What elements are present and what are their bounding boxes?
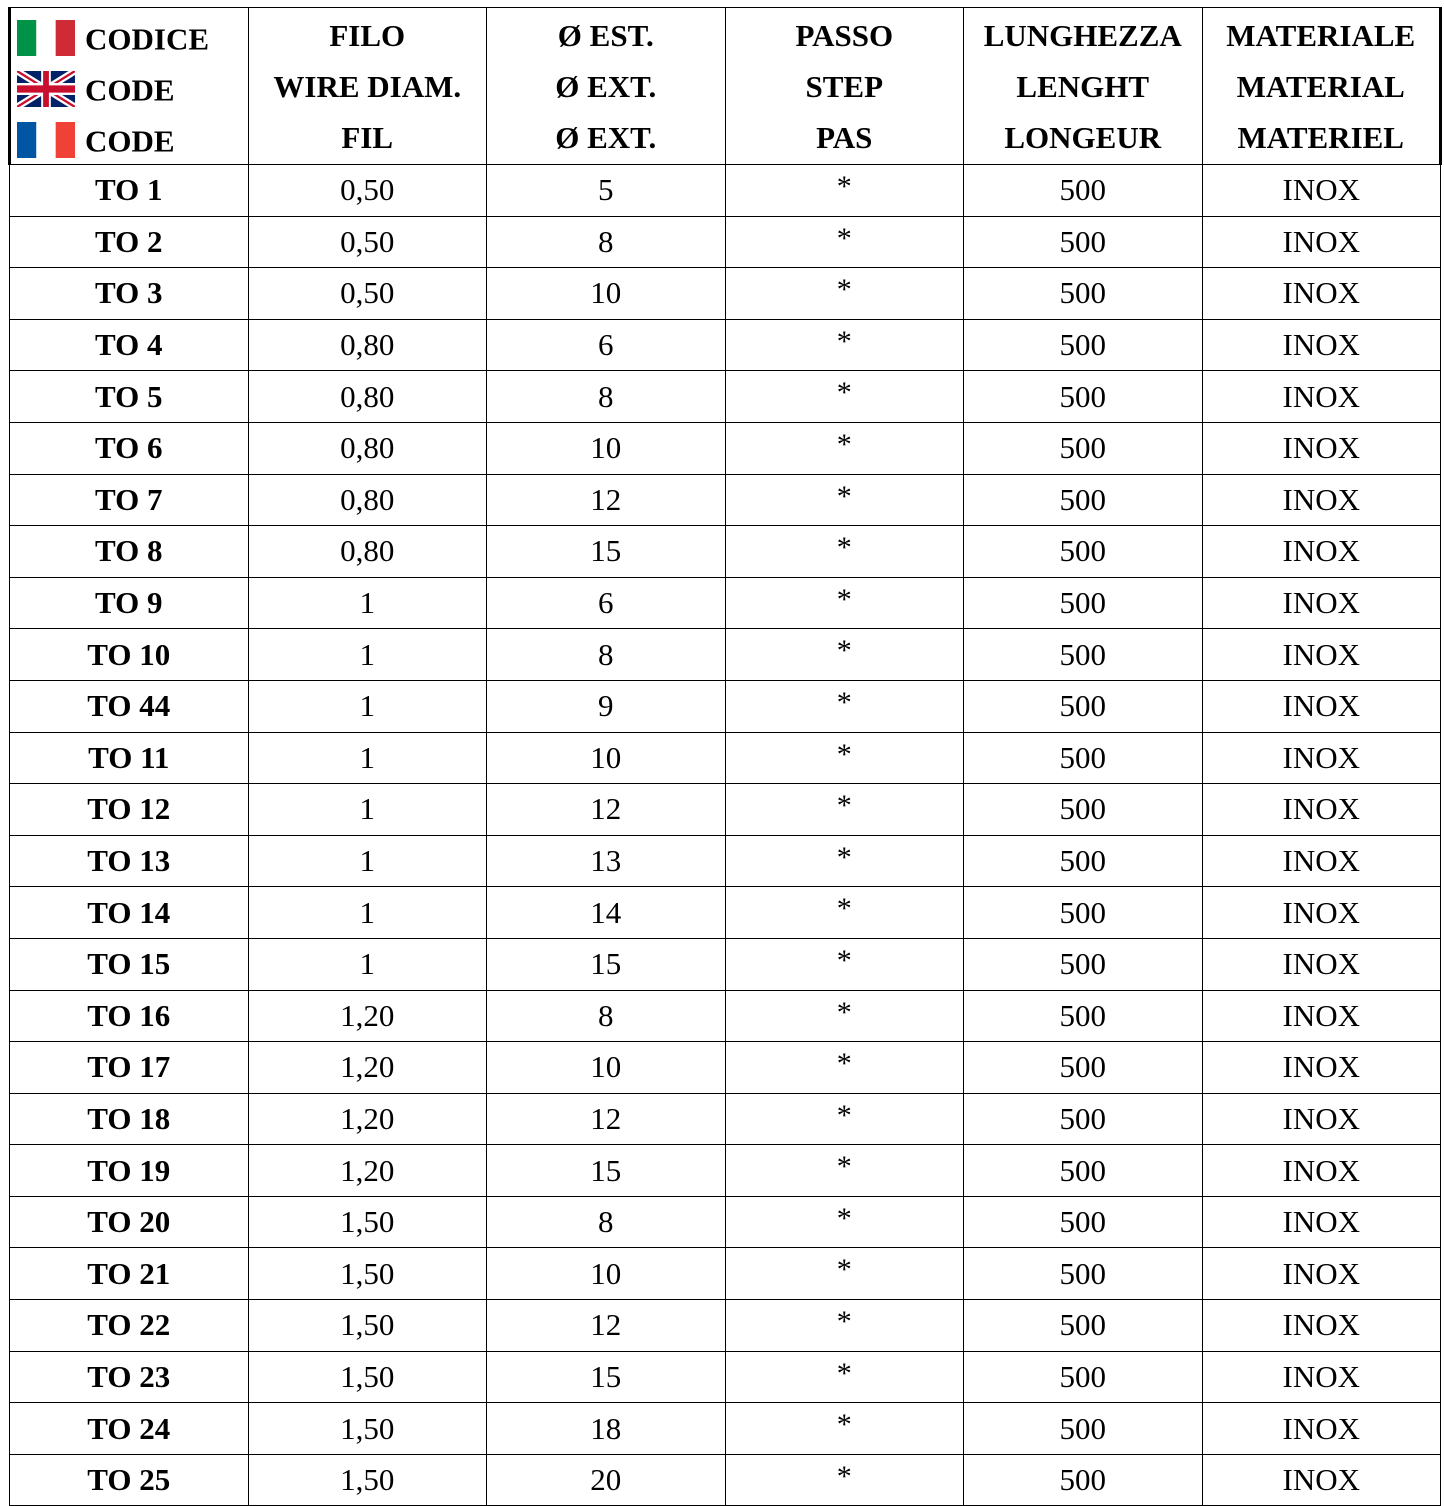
- step-cell: *: [725, 1351, 964, 1403]
- length-cell: 500: [964, 1093, 1203, 1145]
- material-label-fr: MATERIEL: [1237, 119, 1404, 155]
- material-cell: INOX: [1202, 1248, 1441, 1300]
- table-row: [10, 1300, 1441, 1352]
- step-cell: *: [725, 887, 964, 939]
- length-cell: 500: [964, 577, 1203, 629]
- wire-cell: 1: [248, 784, 487, 836]
- wire-cell: 1: [248, 732, 487, 784]
- material-cell: INOX: [1202, 1351, 1441, 1403]
- wire-cell: 0,50: [248, 268, 487, 320]
- code-cell: TO 20: [10, 1196, 249, 1248]
- code-cell: TO 1: [10, 165, 249, 217]
- ext-cell: 12: [487, 1093, 726, 1145]
- ext-cell: 10: [487, 422, 726, 474]
- table-row: [10, 1454, 1441, 1506]
- ext-cell: 8: [487, 1196, 726, 1248]
- material-cell: INOX: [1202, 216, 1441, 268]
- wire-cell: 0,80: [248, 319, 487, 371]
- length-label-en: LENGHT: [1016, 68, 1150, 104]
- ext-cell: 20: [487, 1454, 726, 1506]
- ext-cell: 10: [487, 1248, 726, 1300]
- ext-diameter-column-header: [487, 8, 726, 165]
- ext-cell: 15: [487, 1351, 726, 1403]
- length-cell: 500: [964, 835, 1203, 887]
- length-cell: 500: [964, 680, 1203, 732]
- material-cell: INOX: [1202, 835, 1441, 887]
- code-cell: TO 16: [10, 990, 249, 1042]
- length-cell: 500: [964, 1403, 1203, 1455]
- table-row: [10, 887, 1441, 939]
- length-cell: 500: [964, 1300, 1203, 1352]
- table-row: [10, 629, 1441, 681]
- wire-cell: 0,50: [248, 165, 487, 217]
- step-cell: *: [725, 526, 964, 578]
- material-cell: INOX: [1202, 732, 1441, 784]
- code-cell: TO 8: [10, 526, 249, 578]
- material-cell: INOX: [1202, 990, 1441, 1042]
- step-cell: *: [725, 1093, 964, 1145]
- step-cell: *: [725, 422, 964, 474]
- step-column-header: [725, 8, 964, 165]
- length-cell: 500: [964, 1248, 1203, 1300]
- code-column-header: [10, 8, 249, 165]
- ext-cell: 6: [487, 319, 726, 371]
- code-cell: TO 23: [10, 1351, 249, 1403]
- step-cell: *: [725, 1403, 964, 1455]
- table-row: [10, 216, 1441, 268]
- length-cell: 500: [964, 319, 1203, 371]
- table-row: [10, 938, 1441, 990]
- wire-cell: 1,50: [248, 1403, 487, 1455]
- ext-label-en: Ø EXT.: [555, 68, 657, 104]
- table-body: [10, 165, 1441, 1506]
- step-cell: *: [725, 319, 964, 371]
- wire-cell: 0,80: [248, 371, 487, 423]
- wire-column-header: [248, 8, 487, 165]
- ext-cell: 12: [487, 474, 726, 526]
- table-row: [10, 474, 1441, 526]
- wire-cell: 1: [248, 887, 487, 939]
- code-cell: TO 24: [10, 1403, 249, 1455]
- code-cell: TO 10: [10, 629, 249, 681]
- table-row: [10, 1042, 1441, 1094]
- step-cell: *: [725, 1248, 964, 1300]
- wire-label-en: WIRE DIAM.: [273, 68, 462, 104]
- wire-cell: 1,50: [248, 1248, 487, 1300]
- length-cell: 500: [964, 1042, 1203, 1094]
- step-cell: *: [725, 680, 964, 732]
- table-row: [10, 784, 1441, 836]
- wire-cell: 1,20: [248, 1042, 487, 1094]
- wire-label-it: FILO: [329, 17, 406, 53]
- step-cell: *: [725, 165, 964, 217]
- table-row: [10, 1093, 1441, 1145]
- ext-cell: 10: [487, 268, 726, 320]
- material-cell: INOX: [1202, 371, 1441, 423]
- material-cell: INOX: [1202, 1196, 1441, 1248]
- material-cell: INOX: [1202, 1403, 1441, 1455]
- code-cell: TO 22: [10, 1300, 249, 1352]
- length-cell: 500: [964, 990, 1203, 1042]
- wire-cell: 1,20: [248, 990, 487, 1042]
- length-column-header: [964, 8, 1203, 165]
- material-cell: INOX: [1202, 629, 1441, 681]
- length-label-it: LUNGHEZZA: [983, 17, 1182, 53]
- length-cell: 500: [964, 1145, 1203, 1197]
- code-cell: TO 4: [10, 319, 249, 371]
- ext-cell: 9: [487, 680, 726, 732]
- wire-cell: 1,50: [248, 1196, 487, 1248]
- table-row: [10, 1351, 1441, 1403]
- wire-cell: 1: [248, 629, 487, 681]
- code-cell: TO 21: [10, 1248, 249, 1300]
- step-label-fr: PAS: [816, 119, 873, 155]
- length-cell: 500: [964, 938, 1203, 990]
- length-cell: 500: [964, 887, 1203, 939]
- table-row: [10, 526, 1441, 578]
- step-cell: *: [725, 1042, 964, 1094]
- wire-cell: 1: [248, 577, 487, 629]
- code-cell: TO 11: [10, 732, 249, 784]
- length-cell: 500: [964, 165, 1203, 217]
- material-cell: INOX: [1202, 1300, 1441, 1352]
- code-label-fr: CODE: [85, 122, 175, 158]
- material-cell: INOX: [1202, 319, 1441, 371]
- wire-cell: 1,50: [248, 1300, 487, 1352]
- material-cell: INOX: [1202, 680, 1441, 732]
- code-cell: TO 14: [10, 887, 249, 939]
- spring-spec-table: [8, 7, 1442, 1506]
- table-row: [10, 268, 1441, 320]
- table-row: [10, 371, 1441, 423]
- material-cell: INOX: [1202, 526, 1441, 578]
- length-cell: 500: [964, 1196, 1203, 1248]
- wire-cell: 1,50: [248, 1454, 487, 1506]
- material-cell: INOX: [1202, 784, 1441, 836]
- ext-cell: 10: [487, 732, 726, 784]
- ext-cell: 10: [487, 1042, 726, 1094]
- material-cell: INOX: [1202, 577, 1441, 629]
- step-cell: *: [725, 1145, 964, 1197]
- ext-label-it: Ø EST.: [557, 17, 654, 53]
- code-cell: TO 3: [10, 268, 249, 320]
- table-row: [10, 680, 1441, 732]
- table-row: [10, 422, 1441, 474]
- length-cell: 500: [964, 629, 1203, 681]
- code-label-it: CODICE: [85, 20, 210, 56]
- material-cell: INOX: [1202, 474, 1441, 526]
- wire-cell: 1: [248, 835, 487, 887]
- length-cell: 500: [964, 216, 1203, 268]
- table-row: [10, 990, 1441, 1042]
- table-header: [10, 8, 1441, 165]
- material-cell: INOX: [1202, 1042, 1441, 1094]
- code-cell: TO 15: [10, 938, 249, 990]
- code-cell: TO 13: [10, 835, 249, 887]
- code-cell: TO 19: [10, 1145, 249, 1197]
- ext-cell: 13: [487, 835, 726, 887]
- material-cell: INOX: [1202, 887, 1441, 939]
- material-column-header: [1202, 8, 1441, 165]
- step-cell: *: [725, 474, 964, 526]
- step-label-it: PASSO: [795, 17, 894, 53]
- table-row: [10, 577, 1441, 629]
- wire-cell: 1: [248, 938, 487, 990]
- step-cell: *: [725, 216, 964, 268]
- step-cell: *: [725, 938, 964, 990]
- material-cell: INOX: [1202, 1145, 1441, 1197]
- ext-cell: 15: [487, 1145, 726, 1197]
- table-row: [10, 319, 1441, 371]
- step-cell: *: [725, 1454, 964, 1506]
- wire-cell: 0,50: [248, 216, 487, 268]
- material-cell: INOX: [1202, 1454, 1441, 1506]
- ext-cell: 12: [487, 1300, 726, 1352]
- header-row: [10, 8, 1441, 165]
- length-cell: 500: [964, 474, 1203, 526]
- code-cell: TO 6: [10, 422, 249, 474]
- ext-cell: 5: [487, 165, 726, 217]
- wire-cell: 1,50: [248, 1351, 487, 1403]
- length-cell: 500: [964, 1454, 1203, 1506]
- code-label-en: CODE: [85, 71, 175, 107]
- code-cell: TO 17: [10, 1042, 249, 1094]
- step-cell: *: [725, 1196, 964, 1248]
- step-cell: *: [725, 371, 964, 423]
- length-cell: 500: [964, 422, 1203, 474]
- ext-cell: 8: [487, 629, 726, 681]
- length-cell: 500: [964, 268, 1203, 320]
- ext-cell: 8: [487, 990, 726, 1042]
- france-flag-icon: [17, 122, 75, 158]
- wire-cell: 0,80: [248, 474, 487, 526]
- step-cell: *: [725, 732, 964, 784]
- material-cell: INOX: [1202, 422, 1441, 474]
- table-row: [10, 1145, 1441, 1197]
- length-cell: 500: [964, 784, 1203, 836]
- wire-cell: 1: [248, 680, 487, 732]
- code-cell: TO 25: [10, 1454, 249, 1506]
- uk-flag-icon: [17, 71, 75, 107]
- code-cell: TO 7: [10, 474, 249, 526]
- ext-cell: 6: [487, 577, 726, 629]
- length-cell: 500: [964, 1351, 1203, 1403]
- length-label-fr: LONGEUR: [1004, 119, 1162, 155]
- step-cell: *: [725, 835, 964, 887]
- code-cell: TO 5: [10, 371, 249, 423]
- step-cell: *: [725, 990, 964, 1042]
- step-cell: *: [725, 1300, 964, 1352]
- ext-cell: 18: [487, 1403, 726, 1455]
- table-row: [10, 835, 1441, 887]
- wire-cell: 1,20: [248, 1145, 487, 1197]
- code-cell: TO 2: [10, 216, 249, 268]
- code-cell: TO 18: [10, 1093, 249, 1145]
- material-label-it: MATERIALE: [1226, 17, 1416, 53]
- wire-cell: 1,20: [248, 1093, 487, 1145]
- material-cell: INOX: [1202, 938, 1441, 990]
- step-cell: *: [725, 577, 964, 629]
- wire-cell: 0,80: [248, 526, 487, 578]
- material-cell: INOX: [1202, 165, 1441, 217]
- step-cell: *: [725, 629, 964, 681]
- table-row: [10, 732, 1441, 784]
- length-cell: 500: [964, 526, 1203, 578]
- code-cell: TO 12: [10, 784, 249, 836]
- length-cell: 500: [964, 371, 1203, 423]
- step-cell: *: [725, 268, 964, 320]
- wire-cell: 0,80: [248, 422, 487, 474]
- ext-cell: 8: [487, 371, 726, 423]
- wire-label-fr: FIL: [341, 119, 394, 155]
- table-row: [10, 1403, 1441, 1455]
- step-label-en: STEP: [805, 68, 884, 104]
- table-row: [10, 1248, 1441, 1300]
- length-cell: 500: [964, 732, 1203, 784]
- step-cell: *: [725, 784, 964, 836]
- ext-cell: 14: [487, 887, 726, 939]
- material-cell: INOX: [1202, 1093, 1441, 1145]
- material-cell: INOX: [1202, 268, 1441, 320]
- code-cell: TO 9: [10, 577, 249, 629]
- ext-cell: 15: [487, 938, 726, 990]
- ext-cell: 15: [487, 526, 726, 578]
- material-label-en: MATERIAL: [1236, 68, 1405, 104]
- table-row: [10, 165, 1441, 217]
- code-cell: TO 44: [10, 680, 249, 732]
- ext-label-fr: Ø EXT.: [555, 119, 657, 155]
- ext-cell: 8: [487, 216, 726, 268]
- italy-flag-icon: [17, 20, 75, 56]
- table-row: [10, 1196, 1441, 1248]
- ext-cell: 12: [487, 784, 726, 836]
